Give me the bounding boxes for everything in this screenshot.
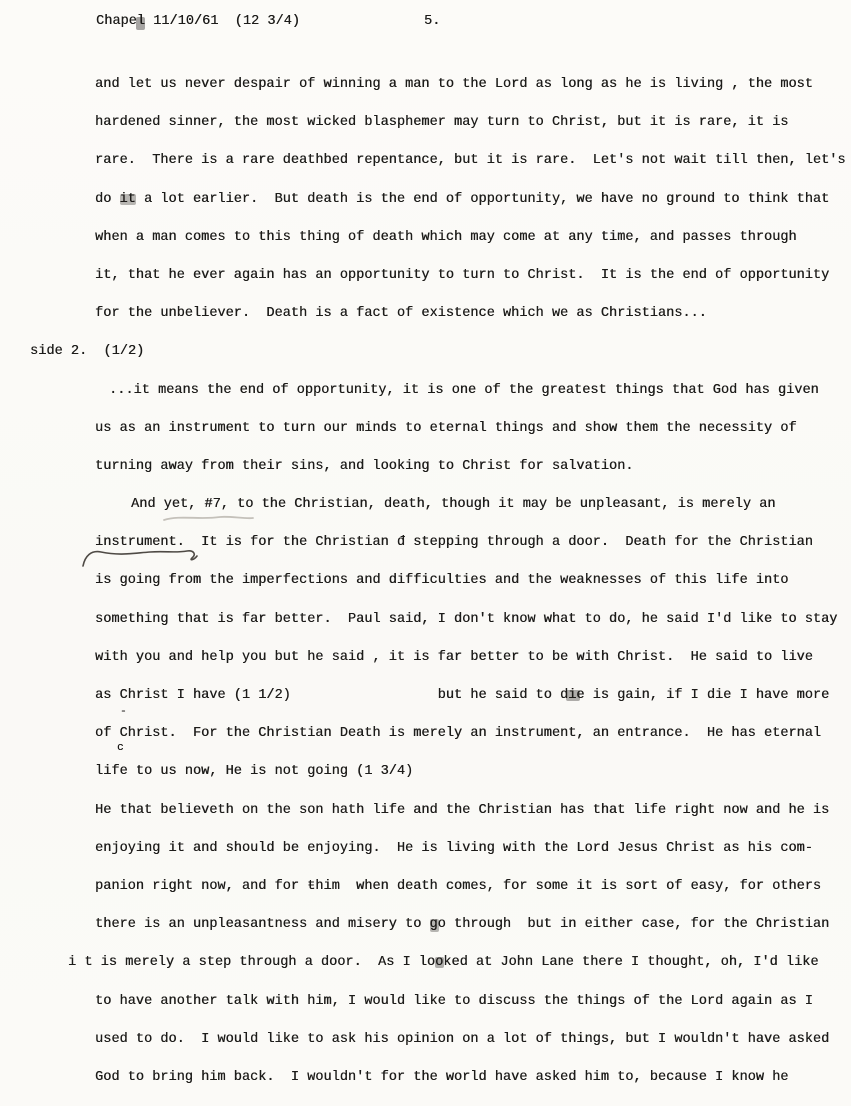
typed-correction-c: c [117, 742, 124, 754]
faint-underline [164, 517, 253, 520]
document-line: there is an unpleasantness and misery to go through but in either case, for the Christian [95, 917, 830, 933]
document-line: i t is merely a step through a door. As I looked at John Lane there I thought, oh, I'd like [68, 955, 819, 971]
overstrike-mark-go [430, 919, 439, 932]
document-line: hardened sinner, the most wicked blasphemer may turn to Christ, but it is rare, it is [95, 115, 789, 131]
document-line: of Christ. For the Christian Death is merely an instrument, an entrance. He has eternal [95, 726, 822, 742]
document-line: God to bring him back. I wouldn't for the world have asked him to, because I know he [95, 1069, 789, 1085]
document-line: panion right now, and for ŧhim when death comes, for some it is sort of easy, for others [95, 878, 822, 894]
document-body [0, 66, 851, 1097]
document-line: something that is far better. Paul said, I don't know what to do, he said I'd like to stay [95, 611, 838, 627]
document-line-side-marker: side 2. (1/2) [30, 344, 145, 360]
document-line: ...it means the end of opportunity, it is one of the greatest things that God has given [109, 382, 819, 398]
document-line: enjoying it and should be enjoying. He is living with the Lord Jesus Christ as his com- [95, 840, 813, 856]
document-line: to have another talk with him, I would like to discuss the things of the Lord again as I [95, 993, 813, 1009]
document-line: for the unbeliever. Death is a fact of existence which we as Christians... [95, 306, 707, 322]
document-line: it, that he ever again has an opportunity to turn to Christ. It is the end of opportunity [95, 267, 830, 283]
document-line: as Christ I have (1 1/2) but he said to die is gain, if I die I have more [95, 688, 830, 703]
document-line: with you and help you but he said , it is far better to be with Christ. He said to live [95, 649, 813, 665]
document-line: do it a lot earlier. But death is the end of opportunity, we have no ground to think that [95, 191, 830, 207]
overstrike-mark-chapel [136, 17, 145, 30]
overstrike-mark-die [566, 690, 580, 701]
document-line: And yet, #7, to the Christian, death, though it may be unpleasant, is merely an [131, 497, 776, 513]
pencil-underline-svg [75, 512, 275, 574]
document-line: and let us never despair of winning a man to the Lord as long as he is living , the most [95, 77, 813, 92]
document-line: turning away from their sins, and looking to Christ for salvation. [95, 458, 634, 474]
header-label: Chapel 11/10/61 (12 3/4) [96, 14, 300, 29]
document-line: instrument. It is for the Christian đ stepping through a door. Death for the Christian [95, 535, 813, 551]
pencil-underline-instrument [83, 551, 197, 566]
document-line: rare. There is a rare deathbed repentance, but it is rare. Let's not wait till then, let's [95, 153, 846, 169]
document-line: when a man comes to this thing of death which may come at any time, and passes through [95, 229, 797, 245]
document-line: life to us now, He is not going (1 3/4) [95, 764, 414, 780]
overstrike-mark-looked [435, 957, 444, 968]
page-number: 5. [424, 14, 441, 29]
document-line: used to do. I would like to ask his opinion on a lot of things, but I wouldn't have asked [95, 1031, 830, 1047]
document-line: He that believeth on the son hath life and the Christian has that life right now and he is [95, 802, 830, 818]
document-line: us as an instrument to turn our minds to eternal things and show them the necessity of [95, 420, 797, 436]
typed-correction-dash: - [120, 706, 127, 718]
document-line: is going from the imperfections and difficulties and the weaknesses of this life into [95, 573, 789, 589]
overstrike-mark-it [120, 194, 136, 205]
